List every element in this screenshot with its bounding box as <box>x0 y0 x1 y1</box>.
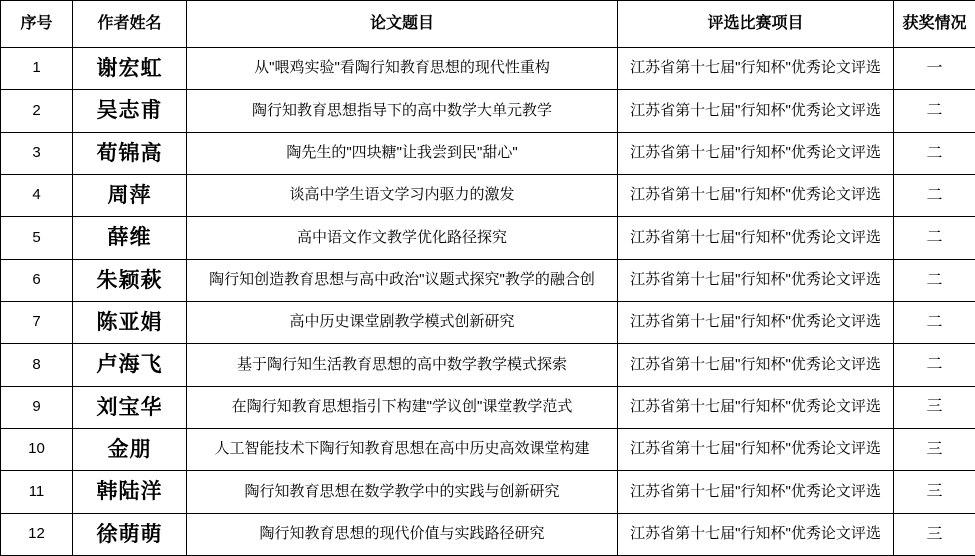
table-body <box>1 48 975 556</box>
cell-award: 二 <box>894 90 975 132</box>
table-row <box>1 428 975 470</box>
cell-competition: 江苏省第十七届"行知杯"优秀论文评选 <box>618 428 894 470</box>
table-row <box>1 217 975 259</box>
cell-no: 4 <box>1 174 73 216</box>
cell-no: 3 <box>1 132 73 174</box>
cell-competition: 江苏省第十七届"行知杯"优秀论文评选 <box>618 471 894 513</box>
cell-title: 陶行知教育思想的现代价值与实践路径研究 <box>187 513 618 555</box>
cell-title: 陶先生的"四块糖"让我尝到民"甜心" <box>187 132 618 174</box>
cell-competition: 江苏省第十七届"行知杯"优秀论文评选 <box>618 217 894 259</box>
cell-competition: 江苏省第十七届"行知杯"优秀论文评选 <box>618 259 894 301</box>
cell-award: 二 <box>894 344 975 386</box>
cell-no: 2 <box>1 90 73 132</box>
cell-author: 朱颖萩 <box>73 259 187 301</box>
table-row <box>1 513 975 555</box>
column-header-award: 获奖情况 <box>894 1 975 48</box>
cell-author: 刘宝华 <box>73 386 187 428</box>
cell-award: 二 <box>894 259 975 301</box>
cell-competition: 江苏省第十七届"行知杯"优秀论文评选 <box>618 174 894 216</box>
table-row <box>1 48 975 90</box>
cell-author: 卢海飞 <box>73 344 187 386</box>
table-row <box>1 174 975 216</box>
cell-award: 二 <box>894 132 975 174</box>
cell-award: 二 <box>894 174 975 216</box>
table-row <box>1 471 975 513</box>
cell-no: 1 <box>1 48 73 90</box>
table-row <box>1 90 975 132</box>
cell-title: 陶行知创造教育思想与高中政治"议题式探究"教学的融合创 <box>187 259 618 301</box>
cell-author: 韩陆洋 <box>73 471 187 513</box>
cell-no: 10 <box>1 428 73 470</box>
cell-title: 陶行知教育思想在数学教学中的实践与创新研究 <box>187 471 618 513</box>
cell-title: 谈高中学生语文学习内驱力的激发 <box>187 174 618 216</box>
table-row <box>1 259 975 301</box>
table-row <box>1 132 975 174</box>
cell-author: 吴志甫 <box>73 90 187 132</box>
header-row <box>1 1 975 48</box>
cell-author: 周萍 <box>73 174 187 216</box>
table-row <box>1 301 975 343</box>
cell-competition: 江苏省第十七届"行知杯"优秀论文评选 <box>618 48 894 90</box>
cell-title: 从"喂鸡实验"看陶行知教育思想的现代性重构 <box>187 48 618 90</box>
cell-author: 徐萌萌 <box>73 513 187 555</box>
cell-no: 6 <box>1 259 73 301</box>
table-header-row <box>1 1 975 48</box>
cell-competition: 江苏省第十七届"行知杯"优秀论文评选 <box>618 344 894 386</box>
cell-title: 高中语文作文教学优化路径探究 <box>187 217 618 259</box>
cell-title: 高中历史课堂剧教学模式创新研究 <box>187 301 618 343</box>
cell-award: 三 <box>894 471 975 513</box>
cell-title: 人工智能技术下陶行知教育思想在高中历史高效课堂构建 <box>187 428 618 470</box>
cell-award: 三 <box>894 386 975 428</box>
cell-no: 7 <box>1 301 73 343</box>
cell-title: 在陶行知教育思想指引下构建"学议创"课堂教学范式 <box>187 386 618 428</box>
column-header-competition: 评选比赛项目 <box>618 1 894 48</box>
cell-award: 二 <box>894 217 975 259</box>
cell-competition: 江苏省第十七届"行知杯"优秀论文评选 <box>618 132 894 174</box>
column-header-no: 序号 <box>1 1 73 48</box>
cell-author: 陈亚娟 <box>73 301 187 343</box>
cell-author: 荀锦高 <box>73 132 187 174</box>
cell-no: 5 <box>1 217 73 259</box>
cell-award: 三 <box>894 513 975 555</box>
cell-competition: 江苏省第十七届"行知杯"优秀论文评选 <box>618 90 894 132</box>
cell-no: 12 <box>1 513 73 555</box>
cell-author: 谢宏虹 <box>73 48 187 90</box>
table-row <box>1 386 975 428</box>
cell-title: 陶行知教育思想指导下的高中数学大单元教学 <box>187 90 618 132</box>
column-header-title: 论文题目 <box>187 1 618 48</box>
cell-no: 8 <box>1 344 73 386</box>
cell-no: 11 <box>1 471 73 513</box>
cell-competition: 江苏省第十七届"行知杯"优秀论文评选 <box>618 301 894 343</box>
cell-author: 薛维 <box>73 217 187 259</box>
cell-author: 金朋 <box>73 428 187 470</box>
table-row <box>1 344 975 386</box>
cell-competition: 江苏省第十七届"行知杯"优秀论文评选 <box>618 386 894 428</box>
cell-no: 9 <box>1 386 73 428</box>
cell-award: 三 <box>894 428 975 470</box>
column-header-author: 作者姓名 <box>73 1 187 48</box>
cell-title: 基于陶行知生活教育思想的高中数学教学模式探索 <box>187 344 618 386</box>
cell-competition: 江苏省第十七届"行知杯"优秀论文评选 <box>618 513 894 555</box>
cell-award: 二 <box>894 301 975 343</box>
cell-award: 一 <box>894 48 975 90</box>
